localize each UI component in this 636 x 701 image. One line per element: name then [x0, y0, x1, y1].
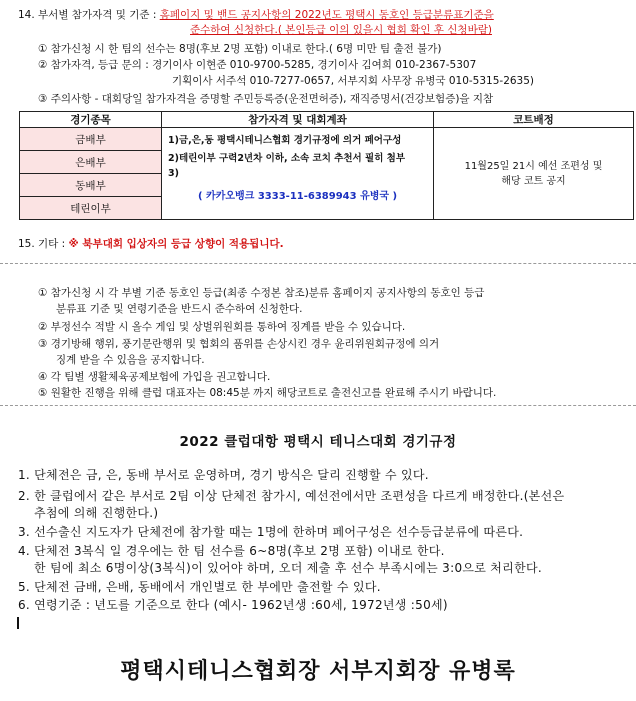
- section14-item-1: ① 참가신청 시 한 팀의 선수는 8명(후보 2명 포함) 이내로 한다.( 6명 미만 팀 출전 불가): [38, 43, 442, 55]
- category-beginner: 테린이부: [20, 197, 162, 220]
- table-row: [20, 128, 634, 151]
- bank-account: ( 카카오뱅크 3333-11-6389943 유병국 ): [198, 191, 398, 202]
- qualification-cell: [162, 128, 434, 220]
- rule-5: 5. 단체전 금배, 은배, 동배에서 개인별로 한 부에만 출전할 수 있다.: [18, 580, 381, 594]
- rule-6: 6. 연령기준 : 년도를 기준으로 한다 (예시- 1962년생 :60세, 1972년생 :50세): [18, 598, 448, 612]
- divider-bottom: [0, 405, 636, 406]
- note-2: ② 부정선수 적발 시 올수 게임 및 상벌위원회를 통하여 징계를 받을 수 있습니다.: [38, 321, 406, 333]
- signature: 평택시테니스협회장 서부지회장 유병록: [120, 659, 516, 684]
- rule-2: 2. 한 클럽에서 같은 부서로 2팀 이상 단체전 참가시, 예선전에서만 조편성을 다르게 배정한다.(본선은: [18, 489, 565, 503]
- qualification-line-1: 1)금,은,동 평택시테니스협회 경기규정에 의거 페어구성: [168, 135, 402, 146]
- section14-heading-line: [18, 8, 494, 22]
- rule-2-cont: 추첨에 의해 진행한다.): [34, 506, 159, 520]
- court-line-2: 해당 코트 공지: [501, 175, 566, 187]
- rule-4-cont: 한 팀에 최소 6명이상(3복식)이 있어야 하며, 오더 제출 후 선수 부족시에는 3:0으로 처리한다.: [34, 561, 542, 575]
- qualification-line-3: 3): [168, 168, 179, 179]
- section15-heading: 15. 기타 :: [18, 238, 66, 250]
- section14-heading-red: 홈페이지 및 밴드 공지사항의 2022년도 평택시 동호인 등급분류표기준을: [159, 9, 494, 21]
- section15-heading-line: [18, 237, 284, 251]
- section14-heading: 14. 부서별 참가자격 및 기준 :: [18, 9, 157, 21]
- table-header-qualification: 참가자격 및 대회계좌: [162, 112, 434, 128]
- category-bronze: 동배부: [20, 174, 162, 197]
- section14-item-2-cont: 기획이사 서주석 010-7277-0657, 서부지회 사무장 유병국 010-5315-2635): [172, 75, 535, 87]
- table-header-court: 코트배정: [434, 112, 634, 128]
- section14-item-2: ② 참가자격, 등급 문의 : 경기이사 이현준 010-9700-5285, 경기이사 김여희 010-2367-5307: [38, 59, 477, 71]
- divider-top: [0, 263, 636, 264]
- note-3: ③ 경기방해 행위, 풍기문란행위 및 협회의 품위를 손상시킨 경우 윤리위원회규정에 의거: [38, 338, 440, 350]
- rule-4: 4. 단체전 3복식 일 경우에는 한 팀 선수를 6~8명(후보 2명 포함) 이내로 한다.: [18, 544, 445, 558]
- rule-3: 3. 선수출신 지도자가 단체전에 참가할 때는 1명에 한하며 페어구성은 선수등급분류에 따른다.: [18, 525, 524, 539]
- rule-1: 1. 단체전은 금, 은, 동배 부서로 운영하며, 경기 방식은 달리 진행할 수 있다.: [18, 468, 429, 482]
- category-gold: 금배부: [20, 128, 162, 151]
- rules-title: 2022 클럽대항 평택시 테니스대회 경기규정: [179, 434, 457, 450]
- table-header-category: 경기종목: [20, 112, 162, 128]
- note-5: ⑤ 원활한 진행을 위해 클럽 대표자는 08:45분 까지 해당코트로 출전신고를 완료해 주시기 바랍니다.: [38, 387, 497, 399]
- note-3-cont: 징계 받을 수 있음을 공지합니다.: [56, 354, 205, 366]
- court-cell: [434, 128, 634, 220]
- table-header-row: [20, 112, 634, 128]
- note-1-cont: 분류표 기준 및 연령기준을 반드시 준수하여 신청한다.: [56, 303, 303, 315]
- section14-item-3: ③ 주의사항 - 대회당일 참가자격을 증명할 주민등록증(운전면허증), 재직증명서(건강보험증)을 지참: [38, 93, 494, 105]
- section14-heading-red-2: 준수하여 신청한다.( 본인등급 이의 있을시 협회 확인 후 신청바람): [190, 24, 492, 36]
- qualification-line-2: 2)테린이부 구력2년차 이하, 소속 코치 추천서 필히 첨부: [168, 153, 406, 164]
- note-1: ① 참가신청 시 각 부별 기준 동호인 등급(최종 수정본 참조)분류 홈페이지 공지사항의 동호인 등급: [38, 287, 485, 299]
- text-cursor: [17, 617, 19, 629]
- section15-heading-red: ※ 북부대회 입상자의 등급 상향이 적용됩니다.: [68, 238, 284, 250]
- note-4: ④ 각 팀별 생활체육공제보험에 가입을 권고합니다.: [38, 371, 271, 383]
- category-silver: 은배부: [20, 151, 162, 174]
- court-line-1: 11월25일 21시 예선 조편성 및: [464, 160, 603, 172]
- entry-table: [19, 111, 634, 220]
